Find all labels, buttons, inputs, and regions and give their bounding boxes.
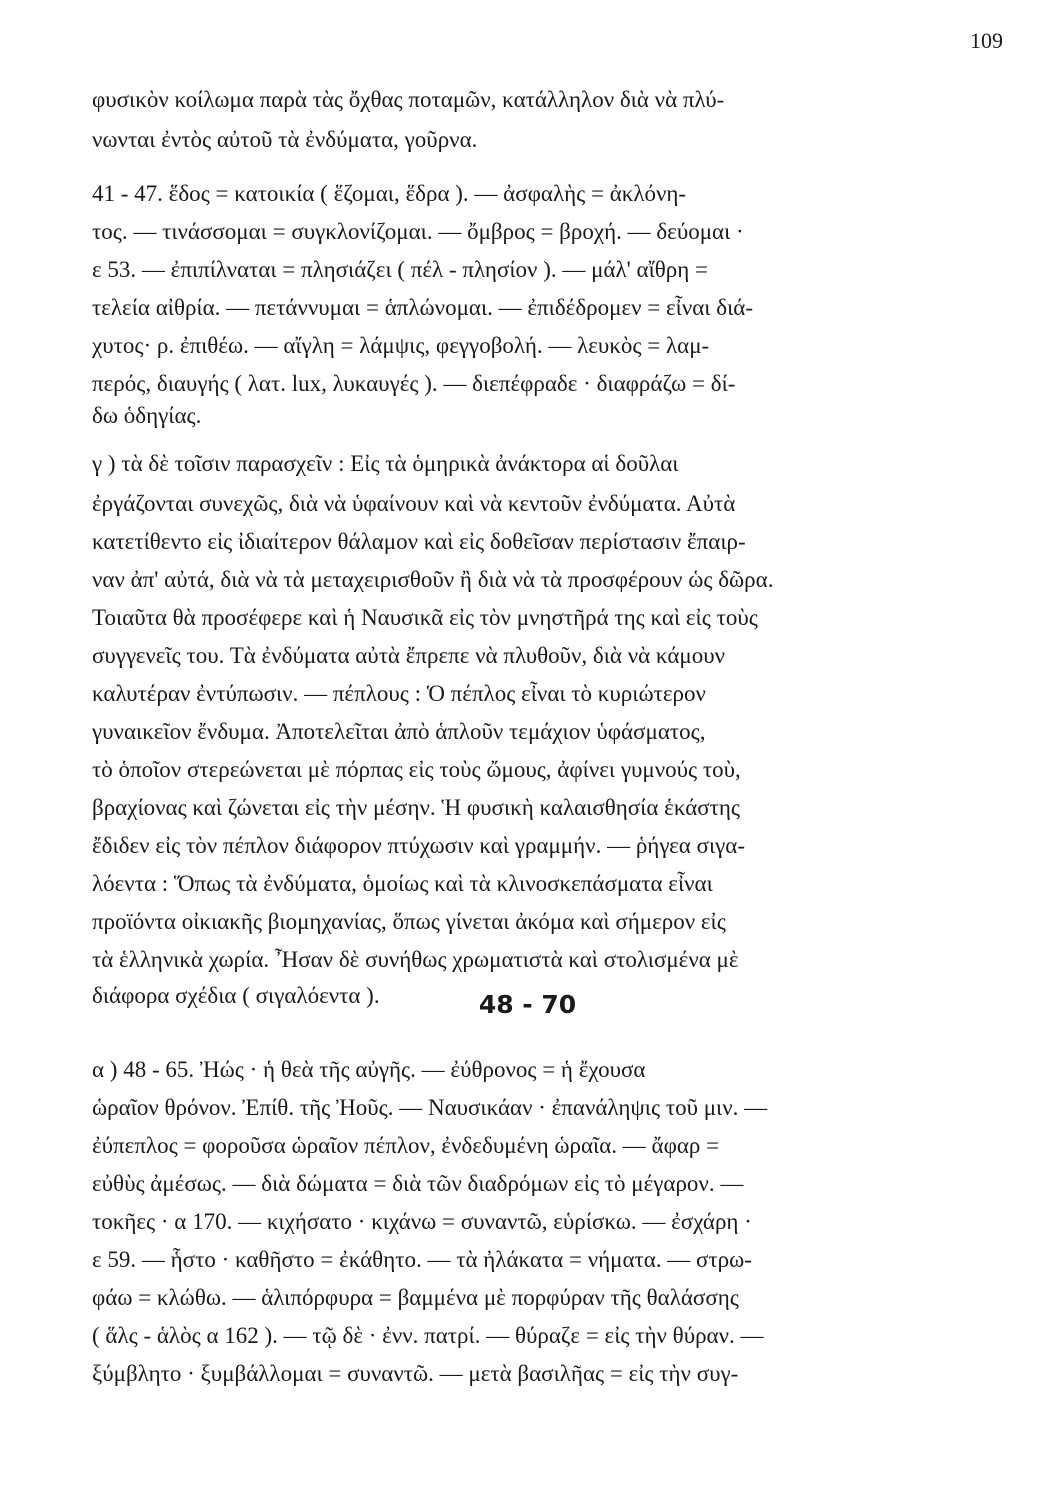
- text-line: τος. — τινάσσομαι = συγκλονίζομαι. — ὄμβρος = βροχή. — δεύομαι ·: [92, 219, 744, 244]
- text-line: φυσικὸν κοίλωμα παρὰ τὰς ὄχθας ποταμῶν, κατάλληλον διὰ νὰ πλύ-: [92, 87, 725, 112]
- page-number: 109: [970, 28, 1003, 53]
- text-line: λόεντα : Ὅπως τὰ ἐνδύματα, ὁμοίως καὶ τὰ κλινοσκεπάσματα εἶναι: [92, 871, 713, 896]
- text-line: τοκῆες · α 170. — κιχήσατο · κιχάνω = συναντῶ, εὑρίσκω. — ἐσχάρη ·: [92, 1209, 752, 1234]
- text-line: ἔδιδεν εἰς τὸν πέπλον διάφορον πτύχωσιν καὶ γραμμήν. — ῥήγεα σιγα-: [92, 833, 746, 858]
- text-line: α ) 48 - 65. Ἠώς · ἡ θεὰ τῆς αὐγῆς. — ἐύθρονος = ἡ ἔχουσα: [92, 1057, 646, 1082]
- text-line: βραχίονας καὶ ζώνεται εἰς τὴν μέσην. Ἡ φυσικὴ καλαισθησία ἑκάστης: [92, 795, 741, 820]
- text-line: φάω = κλώθω. — ἁλιπόρφυρα = βαμμένα μὲ πορφύραν τῆς θαλάσσης: [92, 1285, 739, 1310]
- text-line: τὸ ὁποῖον στερεώνεται μὲ πόρπας εἰς τοὺς ὤμους, ἀφίνει γυμνούς τοὺ,: [92, 757, 741, 782]
- text-line: νωνται ἐντὸς αὐτοῦ τὰ ἐνδύματα, γοῦρνα.: [92, 127, 478, 152]
- text-line: ε 59. — ἧστο · καθῆστο = ἐκάθητο. — τὰ ἠλάκατα = νήματα. — στρω-: [92, 1247, 752, 1272]
- text-line: χυτος· ρ. ἐπιθέω. — αἴγλη = λάμψις, φεγγοβολή. — λευκὸς = λαμ-: [92, 333, 710, 358]
- text-line: ε 53. — ἐπιπίλναται = πλησιάζει ( πέλ - πλησίον ). — μάλ' αἴθρη =: [92, 257, 709, 282]
- text-line: περός, διαυγής ( λατ. lux, λυκαυγές ). — διεπέφραδε · διαφράζω = δί-: [92, 371, 736, 396]
- text-line: συγγενεῖς του. Τὰ ἐνδύματα αὐτὰ ἔπρεπε νὰ πλυθοῦν, διὰ νὰ κάμουν: [92, 643, 725, 668]
- text-line: εὐθὺς ἀμέσως. — διὰ δώματα = διὰ τῶν διαδρόμων εἰς τὸ μέγαρον. —: [92, 1171, 744, 1196]
- text-line: ὡραῖον θρόνον. Ἐπίθ. τῆς Ἠοῦς. — Ναυσικάαν · ἐπανάληψις τοῦ μιν. —: [92, 1095, 768, 1120]
- text-line: τελεία αἰθρία. — πετάννυμαι = ἁπλώνομαι. — ἐπιδέδρομεν = εἶναι διά-: [92, 295, 753, 320]
- text-line: ἐργάζονται συνεχῶς, διὰ νὰ ὑφαίνουν καὶ νὰ κεντοῦν ἐνδύματα. Αὐτὰ: [92, 491, 736, 516]
- section-heading: 48 - 70: [478, 990, 577, 1019]
- text-line: Τοιαῦτα θὰ προσέφερε καὶ ἡ Ναυσικᾶ εἰς τὸν μνηστῆρά της καὶ εἰς τοὺς: [92, 605, 758, 630]
- text-line: τὰ ἑλληνικὰ χωρία. Ἦσαν δὲ συνήθως χρωματιστὰ καὶ στολισμένα μὲ: [92, 947, 739, 972]
- text-line: 41 - 47. ἕδος = κατοικία ( ἕζομαι, ἕδρα ). — ἀσφαλὴς = ἀκλόνη-: [92, 181, 687, 206]
- text-line: γυναικεῖον ἔνδυμα. Ἀποτελεῖται ἀπὸ ἁπλοῦν τεμάχιον ὑφάσματος,: [92, 719, 706, 744]
- text-line: ( ἅλς - ἁλὸς α 162 ). — τῷ δὲ · ἐνν. πατρί. — θύραζε = εἰς τὴν θύραν. —: [92, 1323, 764, 1348]
- text-line: ναν ἀπ' αὐτά, διὰ νὰ τὰ μεταχειρισθοῦν ἢ διὰ νὰ τὰ προσφέρουν ὡς δῶρα.: [92, 567, 774, 592]
- text-line: καλυτέραν ἐντύπωσιν. — πέπλους : Ὁ πέπλος εἶναι τὸ κυριώτερον: [92, 681, 706, 706]
- text-line: διάφορα σχέδια ( σιγαλόεντα ).: [92, 983, 380, 1008]
- text-line: δω ὁδηγίας.: [92, 403, 202, 428]
- text-line: ἐύπεπλος = φοροῦσα ὡραῖον πέπλον, ἐνδεδυμένη ὡραῖα. — ἄφαρ =: [92, 1133, 720, 1158]
- text-line: κατετίθεντο εἰς ἰδιαίτερον θάλαμον καὶ εἰς δοθεῖσαν περίστασιν ἔπαιρ-: [92, 529, 746, 554]
- text-line: προϊόντα οἰκιακῆς βιομηχανίας, ὅπως γίνεται ἀκόμα καὶ σήμερον εἰς: [92, 909, 726, 934]
- text-line: ξύμβλητο · ξυμβάλλομαι = συναντῶ. — μετὰ βασιλῆας = εἰς τὴν συγ-: [92, 1361, 739, 1386]
- text-line: γ ) τὰ δὲ τοῖσιν παρασχεῖν : Εἰς τὰ ὁμηρικὰ ἀνάκτορα αἱ δοῦλαι: [92, 451, 679, 476]
